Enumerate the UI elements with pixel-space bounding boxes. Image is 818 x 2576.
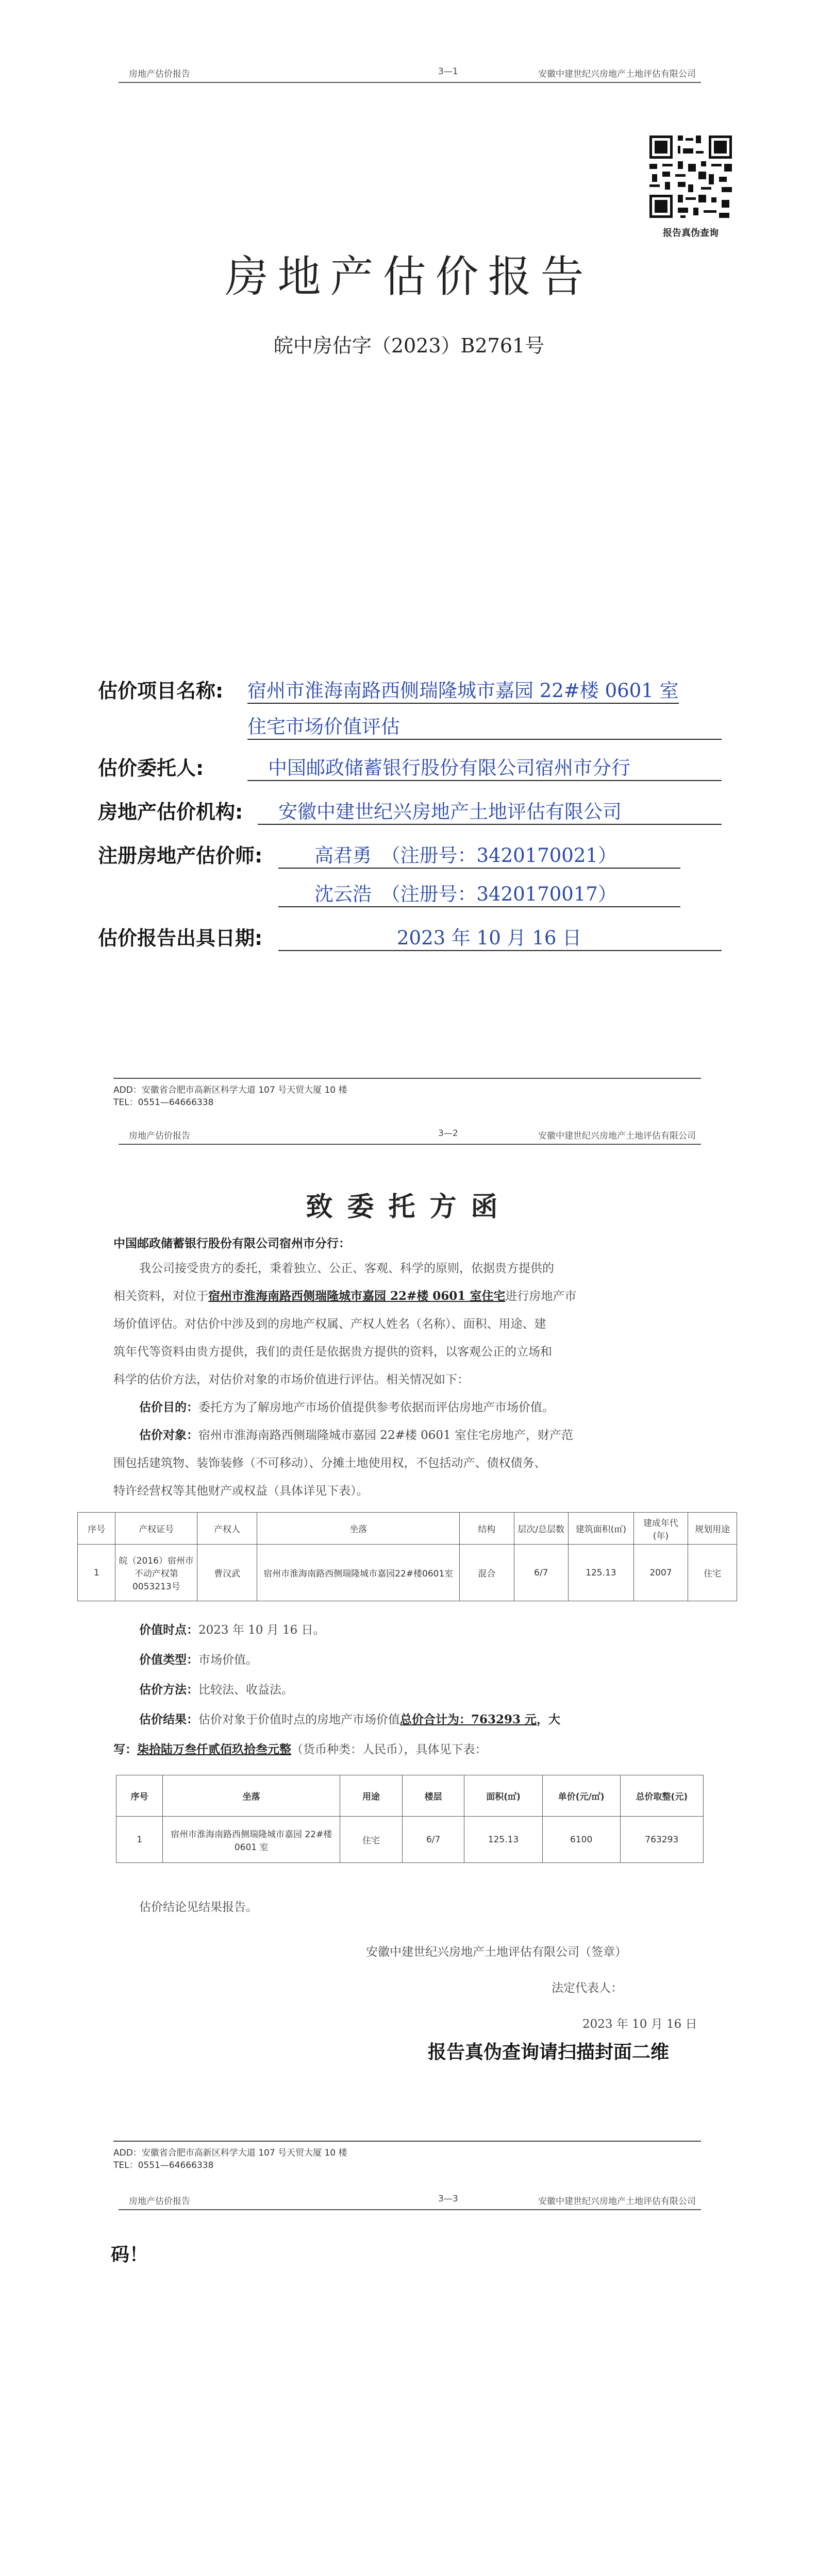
- signature-company: 安徽中建世纪兴房地产土地评估有限公司（签章）: [366, 1945, 627, 1959]
- header-left: 房地产估价报告: [129, 69, 190, 79]
- table-header: 用途: [340, 1775, 403, 1817]
- result-line-b: 写：柒拾陆万叁仟贰佰玖拾叁元整（货币种类：人民币），具体见下表：: [113, 1742, 487, 1756]
- conclusion: 估价结论见结果报告。: [139, 1901, 258, 1914]
- valuation-table: [116, 1775, 704, 1863]
- agency-value: 安徽中建世纪兴房地产土地评估有限公司: [258, 796, 722, 825]
- header-left: 房地产估价报告: [129, 2196, 190, 2207]
- table-cell: 皖（2016）宿州市不动产权第0053213号: [115, 1545, 197, 1601]
- result-line: 估价结果：估价对象于价值时点的房地产市场价值总价合计为：763293 元，大: [139, 1713, 561, 1726]
- table-cell: 混合: [460, 1545, 514, 1601]
- header-page-number: 3—3: [438, 2194, 458, 2204]
- method-line: 估价方法：比较法、收益法。: [139, 1683, 293, 1697]
- purpose-line: 估价目的：委托方为了解房地产市场价值提供参考依据而评估房地产市场价值。: [139, 1400, 554, 1414]
- letter-para-1e: 科学的估价方法，对估价对象的市场价值进行评估。相关情况如下：: [113, 1373, 469, 1386]
- header-page-number: 3—2: [438, 1128, 458, 1139]
- letter-para-1a: 我公司接受贵方的委托，秉着独立、公正、客观、科学的原则，依据贵方提供的: [139, 1262, 554, 1275]
- table-cell: 125.13: [569, 1545, 634, 1601]
- client-value: 中国邮政储蓄银行股份有限公司宿州市分行: [247, 752, 722, 781]
- qr-code-icon: [647, 133, 734, 221]
- letter-body: [113, 1255, 711, 1505]
- table-cell: 住宅: [340, 1817, 403, 1863]
- report-title: 房地产估价报告: [225, 251, 593, 302]
- table-header: 面积(㎡): [464, 1775, 542, 1817]
- table-header: 坐落: [257, 1513, 460, 1545]
- header-right: 安徽中建世纪兴房地产土地评估有限公司: [538, 69, 696, 79]
- appraiser-value: 高君勇 （注册号：3420170021）: [278, 840, 680, 869]
- letter-recipient: 中国邮政储蓄银行股份有限公司宿州市分行：: [113, 1237, 350, 1250]
- total-value: 总价合计为：763293 元: [400, 1713, 537, 1726]
- authenticity-note: 报告真伪查询请扫描封面二维: [428, 2042, 670, 2063]
- table-cell: 曹汉武: [197, 1545, 257, 1601]
- appraiser-value-line2: 沈云浩 （注册号：3420170017）: [278, 878, 680, 907]
- table-cell: 6/7: [402, 1817, 464, 1863]
- table-header: 楼层: [402, 1775, 464, 1817]
- project-name-value: 宿州市淮海南路西侧瑞隆城市嘉园 22#楼 0601 室: [247, 675, 679, 704]
- value-type-line: 价值类型：市场价值。: [139, 1653, 258, 1667]
- table-cell: 763293: [620, 1817, 703, 1863]
- table-cell: 6100: [542, 1817, 620, 1863]
- report-date-label: 估价报告出具日期:: [98, 927, 263, 950]
- footer-address: ADD：安徽省合肥市高新区科学大道 107 号天贸大厦 10 楼: [113, 2148, 347, 2158]
- letter-para-1d: 筑年代等资料由贵方提供，我们的责任是依据贵方提供的资料，以客观公正的立场和: [113, 1345, 552, 1359]
- page-header-1: [119, 64, 701, 83]
- header-left: 房地产估价报告: [129, 1131, 190, 1141]
- table-cell: 1: [78, 1545, 115, 1601]
- valuation-details: [113, 1615, 711, 1765]
- letter-para-1b: 相关资料，对位于宿州市淮海南路西侧瑞隆城市嘉园 22#楼 0601 室住宅进行房地产市: [113, 1289, 577, 1303]
- table-cell: 125.13: [464, 1817, 542, 1863]
- footer-address: ADD：安徽省合肥市高新区科学大道 107 号天贸大厦 10 楼: [113, 1085, 347, 1095]
- table-header: 坐落: [163, 1775, 340, 1817]
- table-header: 序号: [116, 1775, 163, 1817]
- letter-title: 致委托方函: [306, 1191, 512, 1223]
- object-line-b: 围包括建筑物、装饰装修（不可移动）、分摊土地使用权，不包括动产、债权债务、: [113, 1456, 546, 1470]
- table-cell: 6/7: [514, 1545, 568, 1601]
- table-header: 总价取整(元): [620, 1775, 703, 1817]
- project-name-label: 估价项目名称:: [98, 680, 224, 702]
- page3-continuation: 码！: [111, 2244, 148, 2265]
- header-right: 安徽中建世纪兴房地产土地评估有限公司: [538, 2196, 696, 2207]
- table-row: [78, 1545, 737, 1601]
- object-line-c: 特许经营权等其他财产或权益（具体详见下表）。: [113, 1484, 369, 1498]
- document-number: 皖中房估字（2023）B2761号: [273, 334, 545, 357]
- table-header: 层次/总层数: [514, 1513, 568, 1545]
- qr-code[interactable]: [647, 133, 734, 221]
- page-header-3: [119, 2192, 701, 2210]
- header-page-number: 3—1: [438, 66, 458, 77]
- table-header: 序号: [78, 1513, 115, 1545]
- table-header: 结构: [460, 1513, 514, 1545]
- signature-date: 2023 年 10 月 16 日: [582, 2018, 697, 2031]
- client-label: 估价委托人:: [98, 757, 204, 779]
- table-header: 建筑面积(㎡): [569, 1513, 634, 1545]
- total-value-chinese: 柒拾陆万叁仟贰佰玖拾叁元整: [137, 1742, 291, 1756]
- qr-caption: 报告真伪查询: [663, 228, 719, 239]
- signature-representative: 法定代表人：: [552, 1981, 623, 1995]
- report-date-value: 2023 年 10 月 16 日: [278, 922, 722, 951]
- table-header: 产权人: [197, 1513, 257, 1545]
- property-address-bold: 宿州市淮海南路西侧瑞隆城市嘉园 22#楼 0601 室住宅: [208, 1289, 506, 1303]
- table-header: 单价(元/㎡): [542, 1775, 620, 1817]
- project-name-value-line2: 住宅市场价值评估: [247, 711, 722, 740]
- letter-para-1c: 场价值评估。对估价中涉及到的房地产权属、产权人姓名（名称）、面积、用途、建: [113, 1317, 546, 1331]
- page-footer-2: [113, 2141, 701, 2172]
- table-cell: 宿州市淮海南路西侧瑞隆城市嘉园22#楼0601室: [257, 1545, 460, 1601]
- property-table: [77, 1512, 737, 1601]
- footer-phone: TEL：0551—64666338: [113, 2160, 214, 2171]
- table-cell: 2007: [633, 1545, 688, 1601]
- table-header-row: [78, 1513, 737, 1545]
- appraiser-label: 注册房地产估价师:: [98, 844, 263, 867]
- agency-label: 房地产估价机构:: [98, 801, 243, 823]
- table-header: 规划用途: [688, 1513, 737, 1545]
- table-row: [116, 1817, 704, 1863]
- table-cell: 住宅: [688, 1545, 737, 1601]
- table-header-row: [116, 1775, 704, 1817]
- footer-phone: TEL：0551—64666338: [113, 1097, 214, 1108]
- table-cell: 1: [116, 1817, 163, 1863]
- table-cell: 宿州市淮海南路西侧瑞隆城市嘉园 22#楼 0601 室: [163, 1817, 340, 1863]
- value-time-line: 价值时点：2023 年 10 月 16 日。: [139, 1623, 325, 1637]
- page-header-2: [119, 1126, 701, 1145]
- object-line: 估价对象：宿州市淮海南路西侧瑞隆城市嘉园 22#楼 0601 室住宅房地产，财产范: [139, 1428, 574, 1442]
- table-header: 建成年代(年): [633, 1513, 688, 1545]
- table-header: 产权证号: [115, 1513, 197, 1545]
- header-right: 安徽中建世纪兴房地产土地评估有限公司: [538, 1131, 696, 1141]
- page-footer-1: [113, 1078, 701, 1109]
